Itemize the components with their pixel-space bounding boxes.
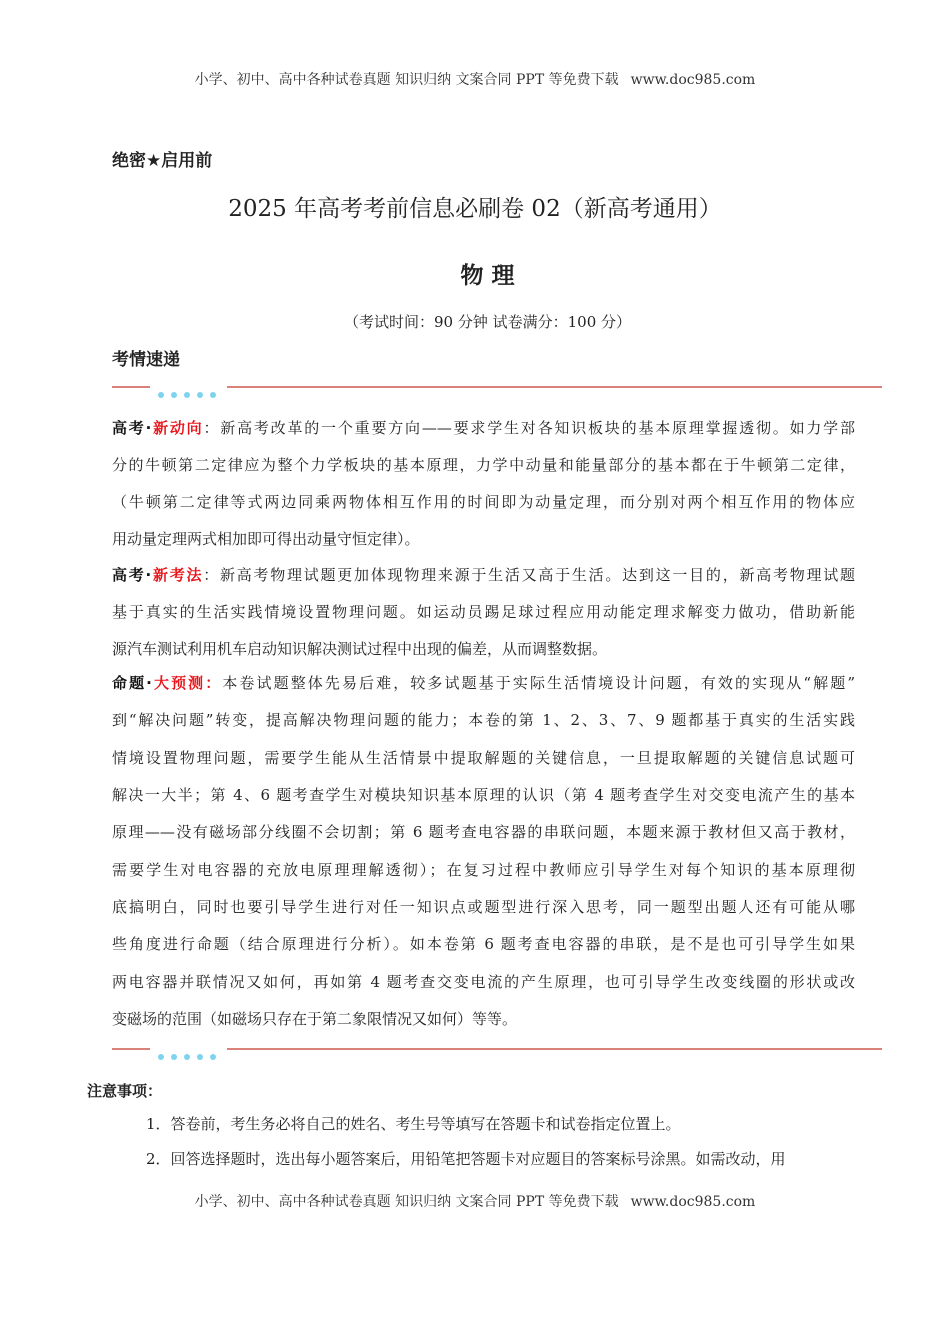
paragraph-line <box>112 860 855 880</box>
paragraph-line <box>112 934 855 954</box>
paragraph-line <box>112 418 855 438</box>
paragraph-text: （牛顿第二定律等式两边同乘两物体相互作用的时间即为动量定理，而分别对两个相互作用的物体应 <box>112 493 855 511</box>
paragraph-prefix: 高考· <box>112 566 152 584</box>
paragraph-colon: ： <box>203 566 221 584</box>
paragraph-text: 基于真实的生活实践情境设置物理问题。如运动员踢足球过程应用动能定理求解变力做功，借助新能 <box>112 603 855 621</box>
paragraph-text: 底搞明白，同时也要引导学生进行对任一知识点或题型进行深入思考，同一题型出题人还有可能从哪 <box>112 898 855 916</box>
divider-top <box>112 382 882 392</box>
note-item: 2．回答选择题时，选出每小题答案后，用铅笔把答题卡对应题目的答案标号涂黑。如需改动，用 <box>146 1150 786 1168</box>
paragraph-text: 两电容器并联情况又如何，再如第 4 题考查交变电流的产生原理，也可引导学生改变线圈的形状或改 <box>112 973 855 991</box>
paragraph-text: 用动量定理两式相加即可得出动量守恒定律）。 <box>112 530 420 548</box>
note-item: 1．答卷前，考生务必将自己的姓名、考生号等填写在答题卡和试卷指定位置上。 <box>146 1115 681 1133</box>
paragraph-line <box>112 455 855 475</box>
paragraph-label: 新动向 <box>151 419 204 437</box>
paragraph-prefix: 命题· <box>112 674 152 692</box>
paragraph-label: 大预测 <box>151 674 206 692</box>
paragraph-text: 原理——没有磁场部分线圈不会切割；第 6 题考查电容器的串联问题，本题来源于教材但又高于教材， <box>112 823 855 841</box>
subject-title: 物 理 <box>460 263 515 289</box>
paragraph-text: 需要学生对电容器的充放电原理理解透彻）；在复习过程中教师应引导学生对每个知识的基本原理彻 <box>112 861 855 879</box>
paragraph-line <box>112 492 855 512</box>
document-title: 2025 年高考考前信息必刷卷 02（新高考通用） <box>228 196 722 222</box>
section-title: 考情速递 <box>112 350 180 370</box>
paragraph-line <box>112 673 855 693</box>
header-link[interactable]: www.doc985.com <box>630 72 756 88</box>
paragraph-text: 新高考改革的一个重要方向——要求学生对各知识板块的基本原理掌握透彻。如力学部 <box>220 419 855 437</box>
paragraph-line <box>112 602 855 622</box>
paragraph-line <box>112 565 855 585</box>
paragraph-line <box>112 822 855 842</box>
paragraph-colon: ： <box>205 674 223 692</box>
secret-label: 绝密★启用前 <box>112 151 213 171</box>
paragraph-text: 变磁场的范围（如磁场只存在于第二象限情况又如何）等等。 <box>112 1010 518 1028</box>
divider-bottom <box>112 1044 882 1054</box>
paragraph-line <box>112 529 855 549</box>
paragraph-text: 解决一大半；第 4、6 题考查学生对模块知识基本原理的认识（第 4 题考查学生对交变电流产生的基本 <box>112 786 855 804</box>
paragraph-text: 些角度进行命题（结合原理进行分析）。如本卷第 6 题考查电容器的串联，是不是也可引导学生如果 <box>112 935 855 953</box>
paragraph-text: 到“解决问题”转变，提高解决物理问题的能力；本卷的第 1、2、3、7、9 题都基于真实的生活实践 <box>112 711 855 729</box>
paragraph-label: 新考法 <box>151 566 204 584</box>
footer-text: 小学、初中、高中各种试卷真题 知识归纳 文案合同 PPT 等免费下载 <box>194 1194 619 1210</box>
paragraph-line <box>112 972 855 992</box>
paragraph-line <box>112 897 855 917</box>
page-footer <box>0 1191 950 1211</box>
paragraph-text: 源汽车测试利用机车启动知识解决测试过程中出现的偏差，从而调整数据。 <box>112 640 608 658</box>
notes-title: 注意事项： <box>87 1082 163 1100</box>
paragraph-text: 本卷试题整体先易后难，较多试题基于实际生活情境设计问题，有效的实现从“解题” <box>222 674 855 692</box>
paragraph-line <box>112 785 855 805</box>
paragraph-prefix: 高考· <box>112 419 152 437</box>
paragraph-text: 分的牛顿第二定律应为整个力学板块的基本原理，力学中动量和能量部分的基本都在于牛顿第二定律， <box>112 456 855 474</box>
paragraph-line <box>112 748 855 768</box>
paragraph-line <box>112 1009 855 1029</box>
footer-link[interactable]: www.doc985.com <box>630 1194 756 1210</box>
header-text: 小学、初中、高中各种试卷真题 知识归纳 文案合同 PPT 等免费下载 <box>194 72 619 88</box>
paragraph-text: 新高考物理试题更加体现物理来源于生活又高于生活。达到这一目的，新高考物理试题 <box>220 566 855 584</box>
exam-info: （考试时间：90 分钟 试卷满分：100 分） <box>343 313 632 331</box>
paragraph-line <box>112 639 855 659</box>
paragraph-line <box>112 710 855 730</box>
page-header <box>0 69 950 89</box>
paragraph-text: 情境设置物理问题，需要学生能从生活情景中提取解题的关键信息，一旦提取解题的关键信息试题可 <box>112 749 855 767</box>
paragraph-colon: ： <box>203 419 221 437</box>
